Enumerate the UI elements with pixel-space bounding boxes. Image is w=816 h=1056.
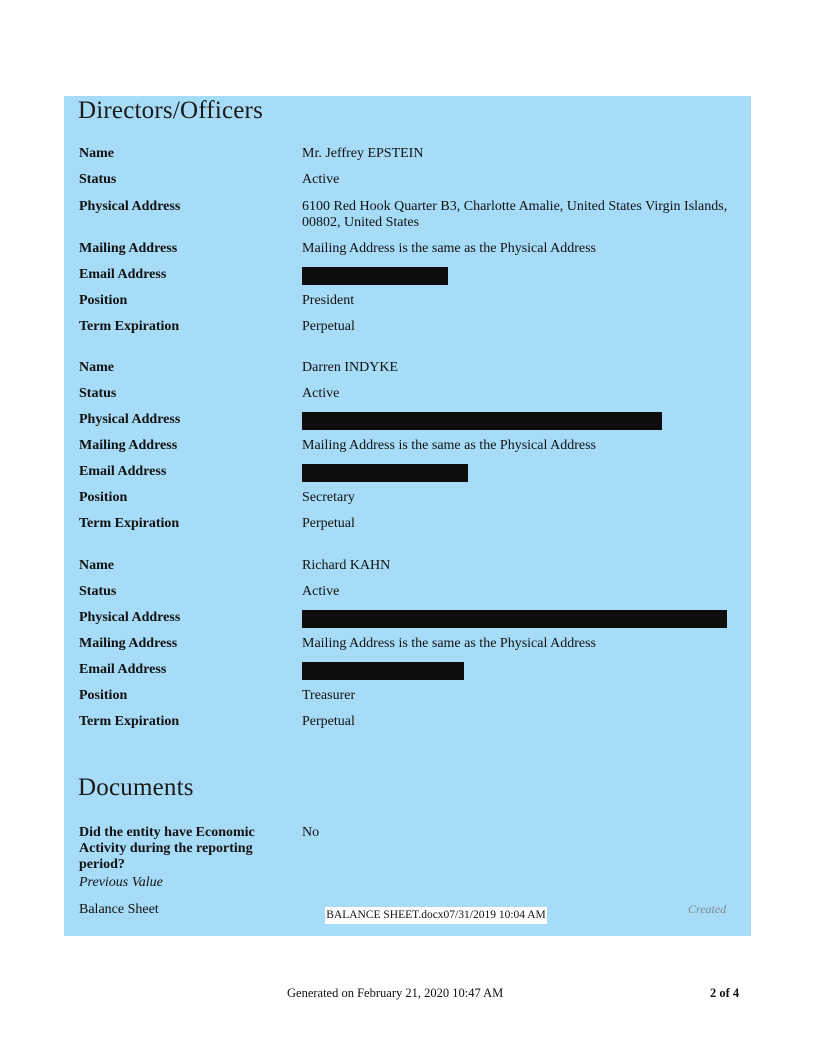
previous-value-label: Previous Value: [79, 875, 163, 890]
email-address-label: Email Address: [79, 662, 167, 677]
officer-3-term-expiration: Perpetual: [302, 714, 355, 729]
term-expiration-label: Term Expiration: [79, 319, 180, 334]
status-label: Status: [79, 584, 117, 599]
officer-3-status: Active: [302, 584, 340, 599]
documents-title: Documents: [78, 774, 194, 801]
physical-address-label: Physical Address: [79, 412, 181, 427]
officer-1-position: President: [302, 293, 355, 308]
mailing-address-label: Mailing Address: [79, 438, 178, 453]
position-label: Position: [79, 688, 128, 703]
position-label: Position: [79, 490, 128, 505]
directors-officers-title: Directors/Officers: [78, 97, 264, 124]
economic-activity-value: No: [302, 825, 320, 840]
officer-3-position: Treasurer: [302, 688, 356, 703]
position-label: Position: [79, 293, 128, 308]
status-label: Status: [79, 386, 117, 401]
officer-1-status: Active: [302, 172, 340, 187]
officer-2-position: Secretary: [302, 490, 355, 505]
officer-2-status: Active: [302, 386, 340, 401]
officer-2-term-expiration: Perpetual: [302, 516, 355, 531]
physical-address-label: Physical Address: [79, 610, 181, 625]
officer-3-email-redaction: [302, 662, 464, 680]
status-label: Status: [79, 172, 117, 187]
officer-1-mailing-address: Mailing Address is the same as the Physical Address: [302, 241, 596, 256]
officer-1-email-redaction: [302, 267, 448, 285]
officer-3-physical-address-redaction: [302, 610, 727, 628]
officer-1-name: Mr. Jeffrey EPSTEIN: [302, 146, 424, 161]
mailing-address-label: Mailing Address: [79, 636, 178, 651]
email-address-label: Email Address: [79, 267, 167, 282]
page-number: 2 of 4: [710, 986, 740, 1000]
officer-2-mailing-address: Mailing Address is the same as the Physical Address: [302, 438, 596, 453]
term-expiration-label: Term Expiration: [79, 714, 180, 729]
filing-panel: [64, 96, 751, 936]
generated-timestamp: Generated on February 21, 2020 10:47 AM: [287, 986, 504, 1000]
email-address-label: Email Address: [79, 464, 167, 479]
officer-2-physical-address-redaction: [302, 412, 662, 430]
name-label: Name: [79, 146, 114, 161]
mailing-address-label: Mailing Address: [79, 241, 178, 256]
name-label: Name: [79, 558, 114, 573]
officer-3-name: Richard KAHN: [302, 558, 391, 573]
created-label: Created: [688, 902, 727, 916]
physical-address-label: Physical Address: [79, 199, 181, 214]
officer-1-term-expiration: Perpetual: [302, 319, 355, 334]
economic-activity-label: Did the entity have Economic Activity during the reporting period?: [79, 825, 255, 872]
term-expiration-label: Term Expiration: [79, 516, 180, 531]
balance-sheet-label: Balance Sheet: [79, 902, 159, 917]
officer-2-email-redaction: [302, 464, 468, 482]
name-label: Name: [79, 360, 114, 375]
balance-sheet-file-link[interactable]: BALANCE SHEET.docx07/31/2019 10:04 AM: [325, 907, 547, 924]
officer-3-mailing-address: Mailing Address is the same as the Physical Address: [302, 636, 596, 651]
officer-2-name: Darren INDYKE: [302, 360, 399, 375]
officer-1-physical-address: 6100 Red Hook Quarter B3, Charlotte Amalie, United States Virgin Islands, 00802, United States: [302, 199, 728, 230]
